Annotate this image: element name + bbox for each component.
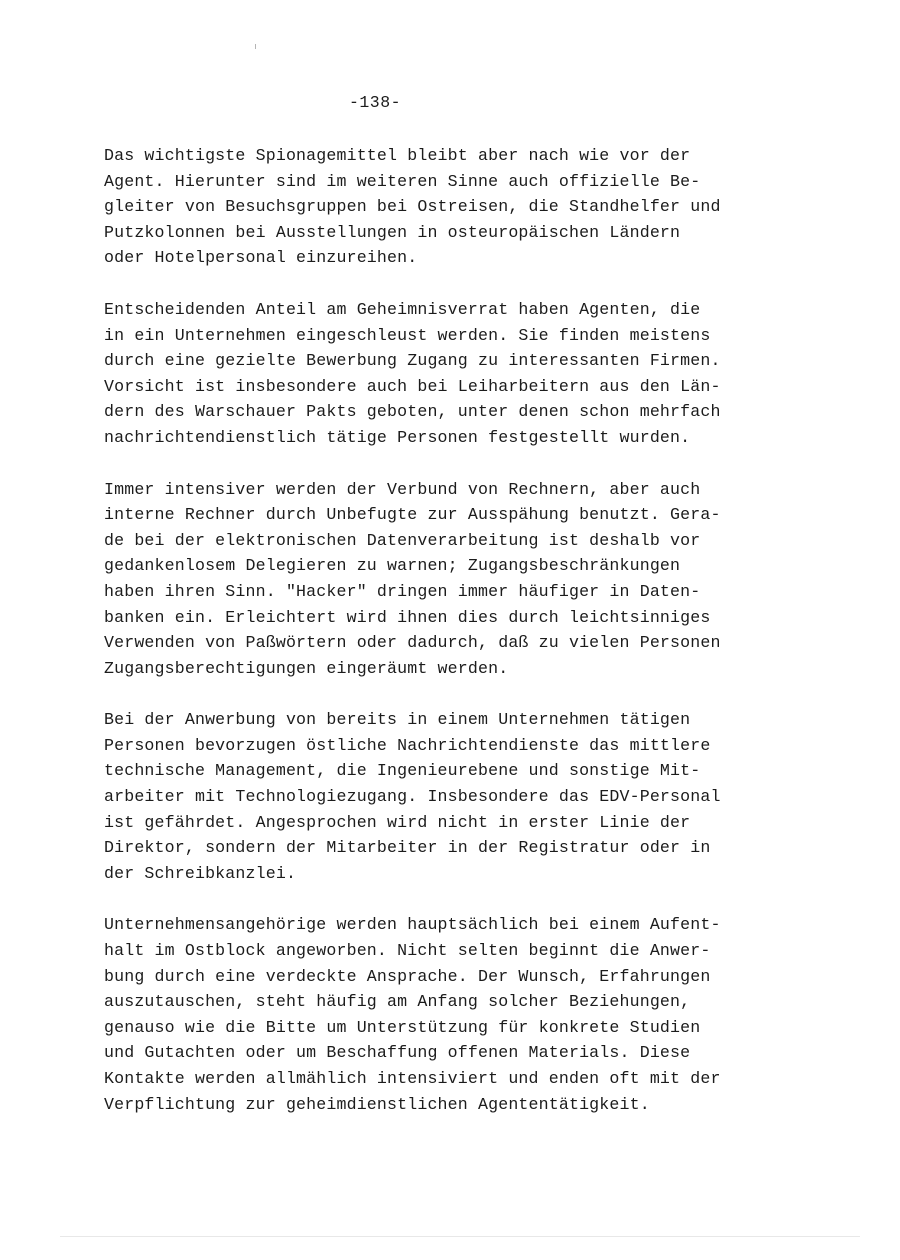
text-line: Vorsicht ist insbesondere auch bei Leiharbeitern aus den Län-: [104, 376, 721, 396]
text-line: Agent. Hierunter sind im weiteren Sinne auch offizielle Be-: [104, 171, 701, 191]
scan-speck: [255, 44, 256, 49]
text-line: der Schreibkanzlei.: [104, 863, 297, 883]
text-line: Personen bevorzugen östliche Nachrichtendienste das mittlere: [104, 735, 711, 755]
text-line: Unternehmensangehörige werden hauptsächlich bei einem Aufent-: [104, 915, 721, 935]
text-line: ist gefährdet. Angesprochen wird nicht in erster Linie der: [104, 812, 691, 832]
text-line: Putzkolonnen bei Ausstellungen in osteuropäischen Ländern: [104, 222, 681, 242]
text-line: Verwenden von Paßwörtern oder dadurch, daß zu vielen Personen: [104, 633, 721, 653]
scan-edge-line: [60, 1236, 860, 1237]
body-text: [104, 143, 784, 1143]
page-number: -138-: [348, 93, 401, 112]
text-line: banken ein. Erleichtert wird ihnen dies durch leichtsinniges: [104, 607, 711, 627]
text-line: halt im Ostblock angeworben. Nicht selten beginnt die Anwer-: [104, 941, 711, 961]
text-line: Das wichtigste Spionagemittel bleibt aber nach wie vor der: [104, 146, 691, 165]
text-line: Immer intensiver werden der Verbund von Rechnern, aber auch: [104, 479, 701, 499]
text-line: interne Rechner durch Unbefugte zur Ausspähung benutzt. Gera-: [104, 505, 721, 525]
text-line: dern des Warschauer Pakts geboten, unter denen schon mehrfach: [104, 402, 721, 422]
text-line: arbeiter mit Technologiezugang. Insbesondere das EDV-Personal: [104, 787, 721, 807]
text-line: und Gutachten oder um Beschaffung offenen Materials. Diese: [104, 1043, 691, 1063]
text-line: de bei der elektronischen Datenverarbeitung ist deshalb vor: [104, 530, 701, 550]
paragraph: [104, 707, 784, 886]
text-line: gleiter von Besuchsgruppen bei Ostreisen, die Standhelfer und: [104, 197, 721, 217]
text-line: Kontakte werden allmählich intensiviert und enden oft mit der: [104, 1069, 721, 1088]
text-line: technische Management, die Ingenieurebene und sonstige Mit-: [104, 761, 701, 781]
text-line: durch eine gezielte Bewerbung Zugang zu interessanten Firmen.: [104, 351, 721, 371]
text-line: in ein Unternehmen eingeschleust werden. Sie finden meistens: [104, 325, 711, 345]
paragraph: [104, 143, 784, 271]
paragraph: [104, 477, 784, 682]
paragraph: [104, 297, 784, 451]
text-line: genauso wie die Bitte um Unterstützung für konkrete Studien: [104, 1017, 701, 1037]
text-line: haben ihren Sinn. "Hacker" dringen immer häufiger in Daten-: [104, 581, 701, 601]
text-line: Direktor, sondern der Mitarbeiter in der Registratur oder in: [104, 838, 711, 858]
text-line: auszutauschen, steht häufig am Anfang solcher Beziehungen,: [104, 992, 691, 1012]
text-line: Verpflichtung zur geheimdienstlichen Agententätigkeit.: [104, 1094, 650, 1114]
text-line: oder Hotelpersonal einzureihen.: [104, 248, 418, 268]
paragraph: [104, 912, 784, 1117]
text-line: bung durch eine verdeckte Ansprache. Der Wunsch, Erfahrungen: [104, 966, 711, 986]
text-line: Entscheidenden Anteil am Geheimnisverrat haben Agenten, die: [104, 299, 701, 319]
text-line: gedankenlosem Delegieren zu warnen; Zugangsbeschränkungen: [104, 556, 681, 576]
text-line: Bei der Anwerbung von bereits in einem Unternehmen tätigen: [104, 710, 691, 730]
text-line: nachrichtendienstlich tätige Personen festgestellt wurden.: [104, 427, 691, 447]
text-line: Zugangsberechtigungen eingeräumt werden.: [104, 658, 509, 678]
